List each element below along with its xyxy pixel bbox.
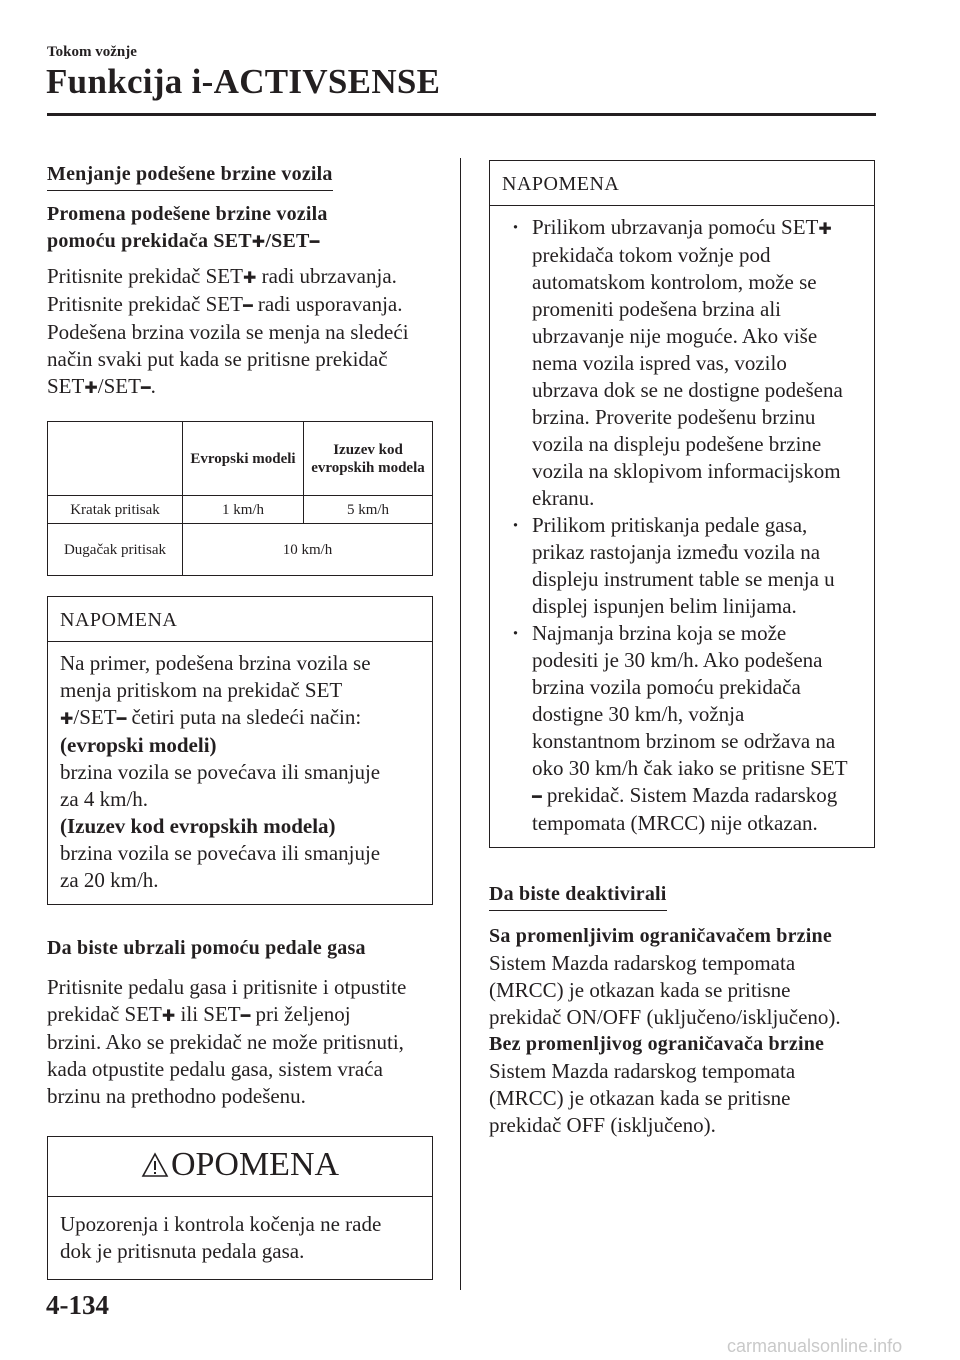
- table-row: Kratak pritisak 1 km/h 5 km/h: [48, 496, 433, 524]
- section-title-deactivate: Da biste deaktivirali: [489, 882, 667, 911]
- speed-increment-table: [47, 421, 433, 576]
- minus-icon: ━: [140, 378, 151, 397]
- note-heading: NAPOMENA: [48, 597, 432, 642]
- paragraph-with-limiter: Sistem Mazda radarskog tempomata (MRCC) je otkazan kada se pritisne prekidač ON/OFF (uključeno/isključeno).: [489, 951, 841, 1029]
- plus-icon: ✚: [818, 219, 832, 238]
- plus-icon: ✚: [60, 709, 74, 728]
- note-box-remarks: [489, 160, 875, 848]
- list-item: · Prilikom pritiskanja pedale gasa, prikaz rastojanja između vozila na displeju instrument table se menja u displej ispunjen belim linijama.: [512, 513, 835, 618]
- paragraph-without-limiter: Sistem Mazda radarskog tempomata (MRCC) je otkazan kada se pritisne prekidač OFF (isključeno).: [489, 1059, 796, 1137]
- title-rule: [47, 113, 876, 116]
- minus-icon: ━: [309, 232, 320, 251]
- breadcrumb: Tokom vožnje: [47, 44, 137, 60]
- minus-icon: ━: [242, 296, 253, 315]
- section-title-change-speed: Menjanje podešene brzine vozila: [47, 162, 333, 191]
- minus-icon: ━: [116, 709, 127, 728]
- table-row: Dugačak pritisak 10 km/h: [48, 524, 433, 576]
- list-item: · Najmanja brzina koja se može podesiti je 30 km/h. Ako podešena brzina vozila pomoću prekidača dostigne 30 km/h, vožnja konstantnom brzinom se održava na oko 30 km/h čak iako se pritisne SET ━ prekidač. Sistem Mazda radarskog tempomata (MRCC) nije otkazan.: [512, 621, 848, 835]
- warning-box: OPOMENA Upozorenja i kontrola kočenja ne rade dok je pritisnuta pedala gasa.: [47, 1136, 433, 1280]
- table-header-other: Izuzev kod evropskih modela: [304, 422, 433, 496]
- table-header-empty: [48, 422, 183, 496]
- list-item: · Prilikom ubrzavanja pomoću SET✚ prekidača tokom vožnje pod automatskom kontrolom, može se promeniti podešena brzina ali ubrzavanje nije moguće. Ako više nema vozila ispred vas, vozilo ubrzava dok se ne dostigne podešena brzina. Proverite podešenu brzinu vozila na displeju podešene brzine vozila na sklopivom informacijskom ekranu.: [512, 215, 843, 510]
- column-divider: [460, 158, 461, 1290]
- minus-icon: ━: [532, 787, 542, 806]
- paragraph-accelerator: Pritisnite pedalu gasa i pritisnite i otpustite prekidač SET✚ ili SET━ pri željenoj brzini. Ako se prekidač ne može pritisnuti, kada otpustite pedalu gasa, sistem vraća brzinu na prethodno podešenu.: [47, 975, 407, 1108]
- plus-icon: ✚: [84, 378, 98, 397]
- note-heading: NAPOMENA: [490, 161, 874, 206]
- note-box-example: NAPOMENA Na primer, podešena brzina vozila se menja pritiskom na prekidač SET ✚/SET━ četiri puta na sledeći način: (evropski modeli) brzina vozila se povećava ili smanjuje za 4 km/h. (Izuzev kod evropskih modela) brzina vozila se povećava ili smanjuje za 20 km/h.: [47, 596, 433, 905]
- plus-icon: ✚: [161, 1006, 176, 1025]
- plus-icon: ✚: [242, 268, 257, 287]
- paragraph-set-switch: Pritisnite prekidač SET✚ radi ubrzavanja. Pritisnite prekidač SET━ radi usporavanja. Podešena brzina vozila se menja na sledeći način svaki put kada se pritisne prekidač SET✚/SET━.: [47, 264, 409, 398]
- page-number: 4-134: [46, 1290, 109, 1320]
- plus-icon: ✚: [251, 232, 266, 251]
- subheading-with-limiter: Sa promenljivim ograničavačem brzine: [489, 925, 832, 947]
- table-header-european: Evropski modeli: [183, 422, 304, 496]
- left-column: [47, 160, 433, 1280]
- subheading-accelerator: Da biste ubrzali pomoću pedale gasa: [47, 937, 366, 959]
- minus-icon: ━: [240, 1006, 251, 1025]
- subheading-set-switch: Promena podešene brzine vozila pomoću prekidača SET✚/SET━: [47, 203, 328, 252]
- warning-heading: OPOMENA: [170, 1146, 340, 1183]
- subheading-without-limiter: Bez promenljivog ograničavača brzine: [489, 1033, 825, 1055]
- warning-triangle-icon: [141, 1148, 169, 1188]
- right-column: [489, 160, 875, 1139]
- page-title: Funkcija i-ACTIVSENSE: [46, 62, 441, 101]
- watermark: carmanualsonline.info: [727, 1336, 903, 1356]
